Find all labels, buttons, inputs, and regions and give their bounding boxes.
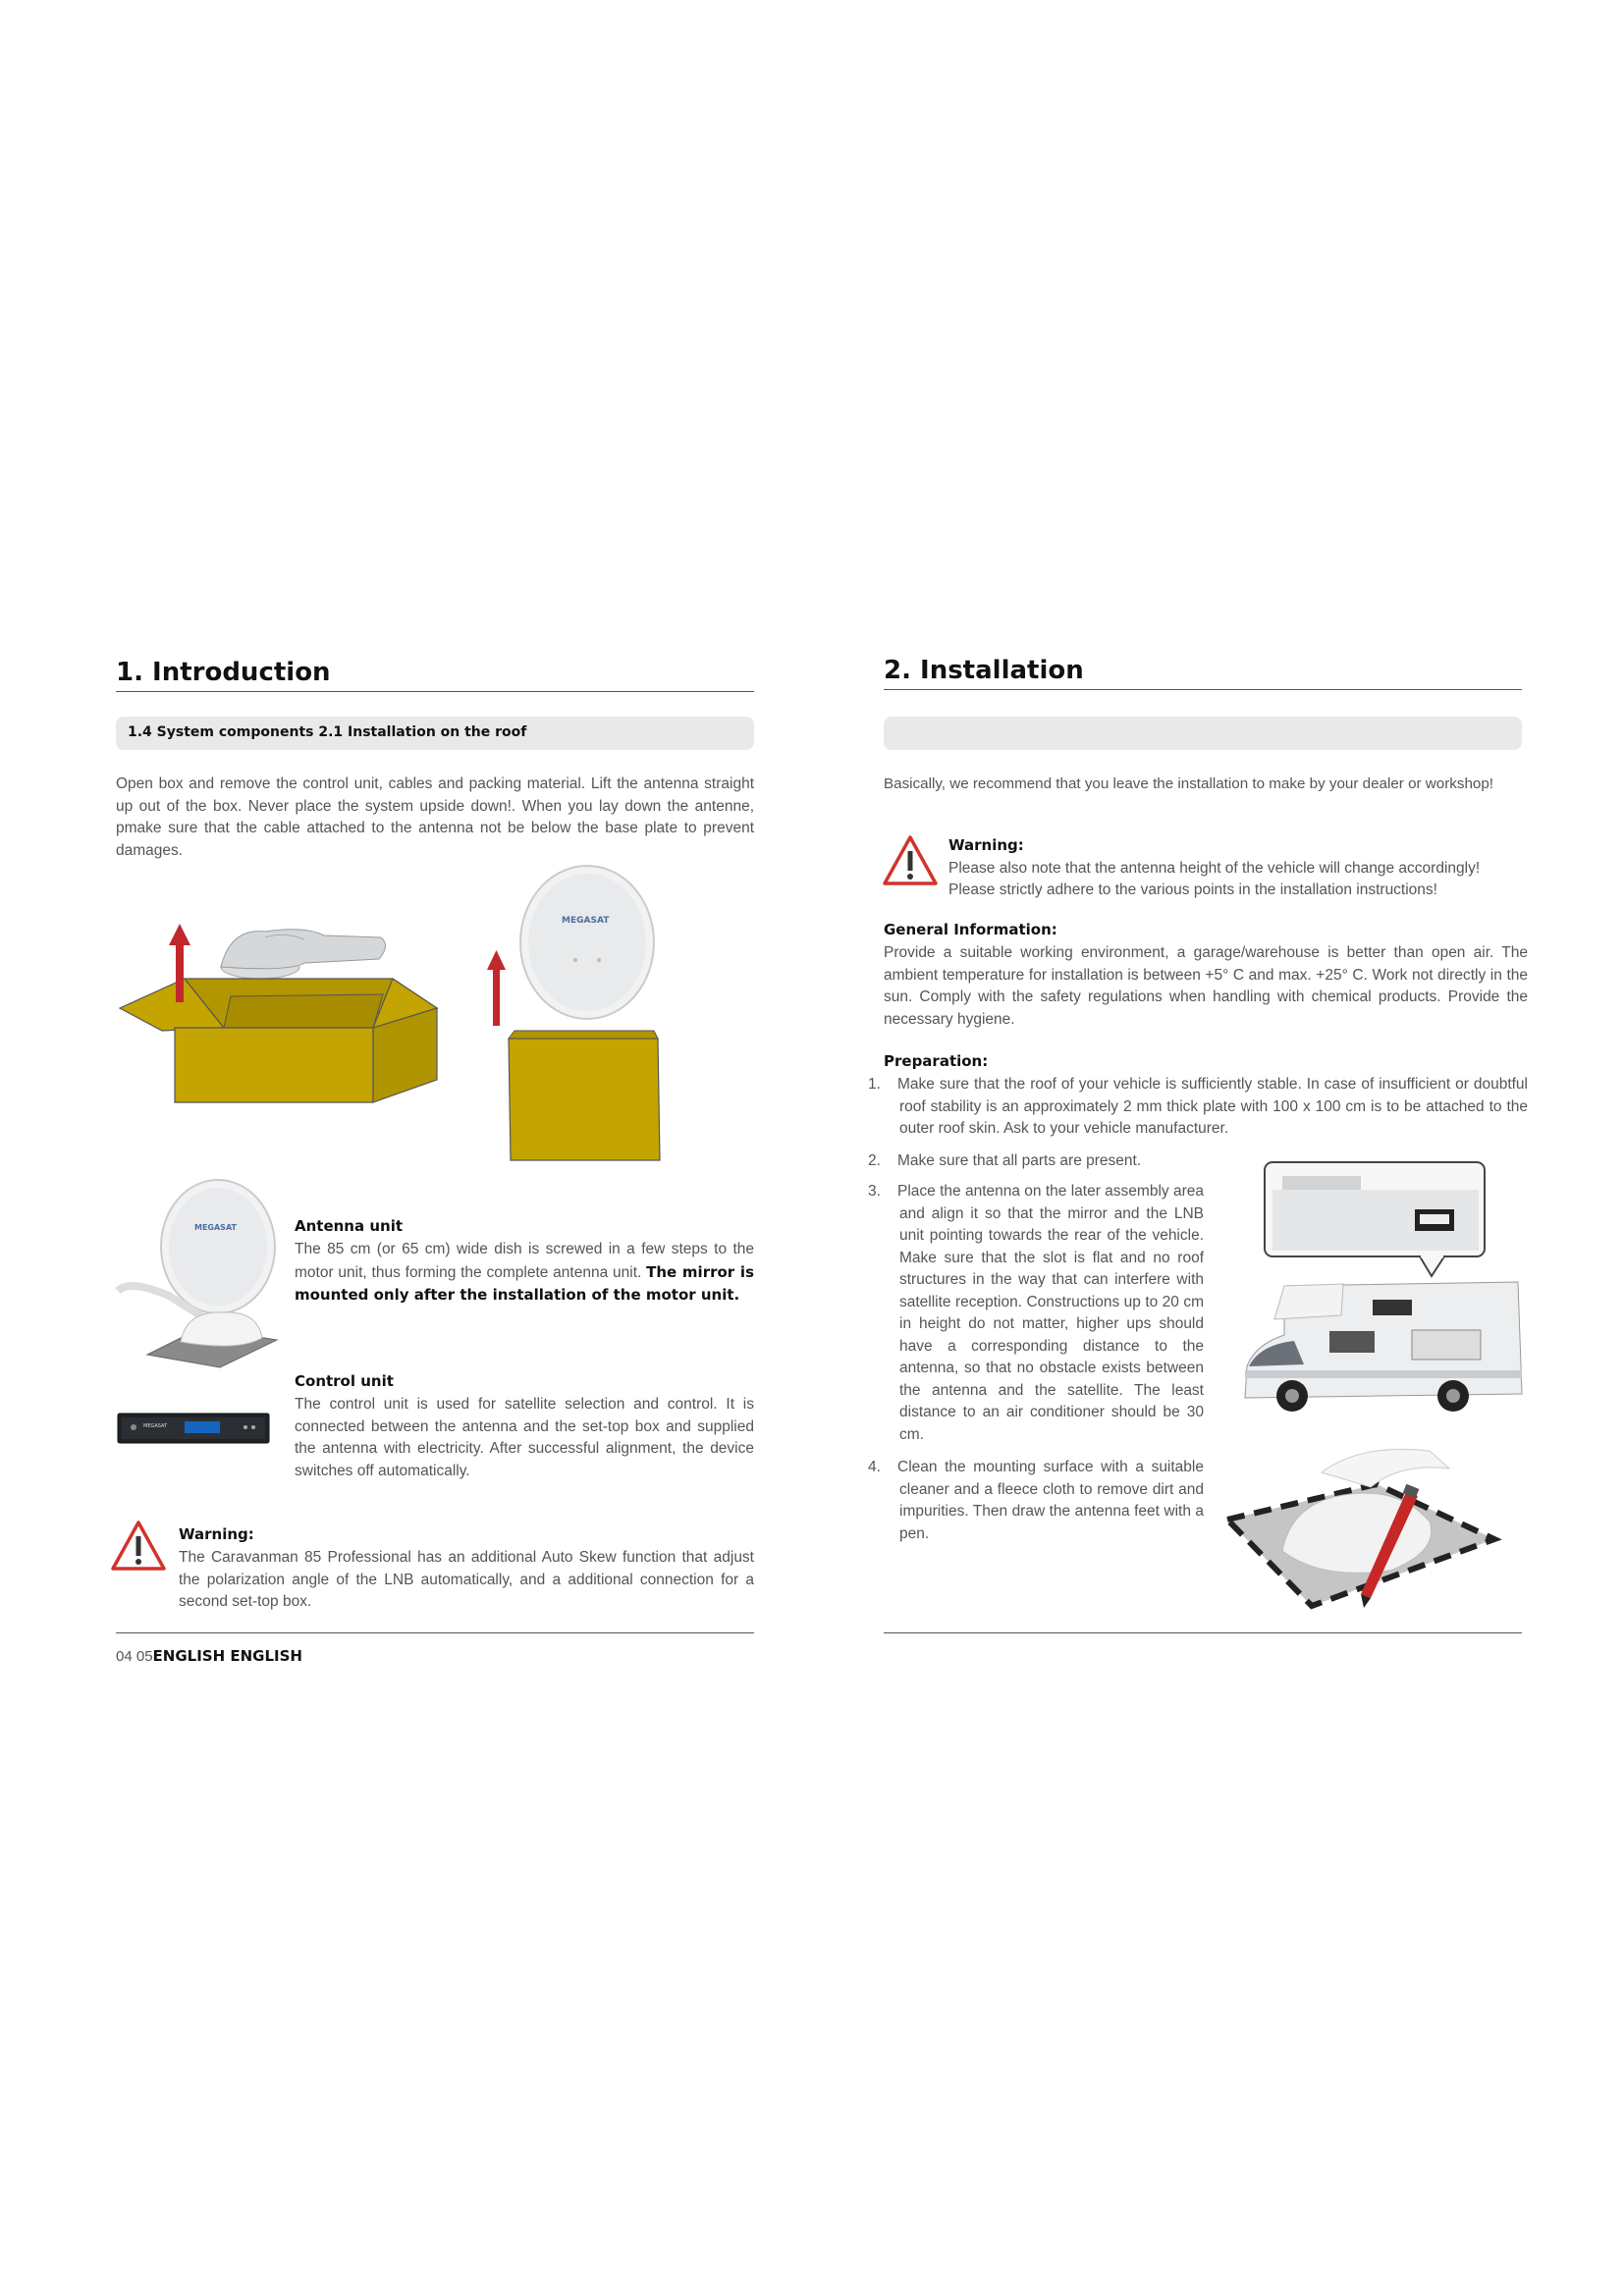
right-subheading-bar (884, 717, 1522, 750)
item-number: 4. (868, 1459, 881, 1475)
lift-arrow-icon (487, 950, 506, 1026)
item-text: Clean the mounting surface with a suitable cleaner and a fleece cloth to remove dirt and impurities. Then draw the antenna feet with a pen. (897, 1459, 1204, 1542)
left-warning-text: The Caravanman 85 Professional has an additional Auto Skew function that adjust the polarization angle of the LNB automatically, and a additional connection for a second set-top box. (179, 1549, 754, 1610)
control-unit-text: The control unit is used for satellite selection and control. It is connected between the antenna and the set-top box and supplied the antenna with electricity. After successful alignment, the device switches off automatically. (295, 1396, 754, 1479)
motorhome-image (1235, 1276, 1526, 1423)
antenna-unit-text (295, 1239, 754, 1308)
control-unit-image (116, 1404, 273, 1451)
right-title-rule (884, 689, 1522, 690)
satellite-dish-image (520, 866, 654, 1019)
antenna-unit-note: The mirror is mounted only after the installation of the motor unit. (295, 1262, 754, 1304)
antenna-feet-image (1223, 1433, 1508, 1610)
dish-box-illustration (481, 864, 697, 1178)
cardboard-box (509, 1031, 660, 1160)
preparation-item-1 (868, 1074, 1528, 1151)
preparation-item-2 (868, 1150, 1218, 1184)
antenna-unit-description: The 85 cm (or 65 cm) wide dish is screwed in a few steps to the motor unit, thus forming the complete antenna unit. (295, 1241, 754, 1281)
general-info-title: General Information: (884, 921, 1057, 938)
left-footer (116, 1647, 302, 1665)
left-subheading: 1.4 System components 2.1 Installation on the roof (128, 724, 527, 740)
open-box-illustration (108, 918, 452, 1114)
item-text: Place the antenna on the later assembly area and align it so that the mirror and the LNB unit pointing towards the rear of the vehicle. Make sure that the slot is flat and no roof structures in the way that can interfere with satellite reception. Constructions up to 20 cm in height do not matter, higher ups should have a corresponding distance to the antenna, so that no obstacle exists between the antenna and the satellite. The least distance to an air conditioner should be 30 cm. (897, 1183, 1204, 1443)
item-text: Make sure that the roof of your vehicle is sufficiently stable. In case of insufficient or doubtful roof stability is an approximately 2 mm thick plate with 100 x 100 cm is to be attached to the outer roof skin. Ask to your vehicle manufacturer. (897, 1076, 1528, 1137)
megasat-logo: MEGASAT (562, 916, 610, 926)
left-warning-title: Warning: (179, 1525, 254, 1543)
motor-unit-image (221, 930, 386, 979)
right-page-title: 2. Installation (884, 656, 1084, 685)
cardboard-box (120, 979, 437, 1102)
right-warning-line1: Please also note that the antenna height of the vehicle will change accordingly! (948, 860, 1481, 877)
footer-language: ENGLISH ENGLISH (152, 1647, 302, 1665)
page-numbers: 04 05 (116, 1648, 153, 1665)
item-number: 2. (868, 1152, 881, 1169)
control-unit-brand: MEGASAT (143, 1423, 168, 1429)
right-footer-rule (884, 1632, 1522, 1633)
item-number: 3. (868, 1183, 881, 1200)
preparation-item-3 (868, 1181, 1204, 1457)
roof-detail-image (1263, 1160, 1489, 1278)
control-unit-title: Control unit (295, 1372, 394, 1390)
right-warning-line2: Please strictly adhere to the various points in the installation instructions! (948, 881, 1437, 898)
antenna-unit-title: Antenna unit (295, 1217, 404, 1235)
warning-icon (882, 834, 939, 887)
left-page-title: 1. Introduction (116, 658, 331, 687)
left-intro-text: Open box and remove the control unit, cables and packing material. Lift the antenna straight up out of the box. Never place the system upside down!. When you lay down the antenne, pmake sure that the cable attached to the antenna not be below the base plate to prevent damages. (116, 775, 754, 859)
left-footer-rule (116, 1632, 754, 1633)
antenna-unit-image (110, 1173, 287, 1369)
warning-icon (110, 1520, 167, 1573)
left-subheading-bar (116, 717, 754, 750)
left-title-rule (116, 691, 754, 692)
right-warning-title: Warning: (948, 836, 1024, 854)
megasat-logo: MEGASAT (194, 1223, 237, 1232)
item-text: Make sure that all parts are present. (897, 1152, 1142, 1169)
right-intro-text: Basically, we recommend that you leave the installation to make by your dealer or workshop! (884, 775, 1494, 792)
preparation-item-4 (868, 1457, 1204, 1556)
preparation-title: Preparation: (884, 1052, 989, 1070)
item-number: 1. (868, 1076, 881, 1093)
general-info-text: Provide a suitable working environment, a garage/warehouse is better than open air. The ambient temperature for installation is between +5° C and max. +25° C. Work not directly in the sun. Comply with the safety regulations when handling with chemical products. Provide the necessary hygiene. (884, 944, 1528, 1028)
